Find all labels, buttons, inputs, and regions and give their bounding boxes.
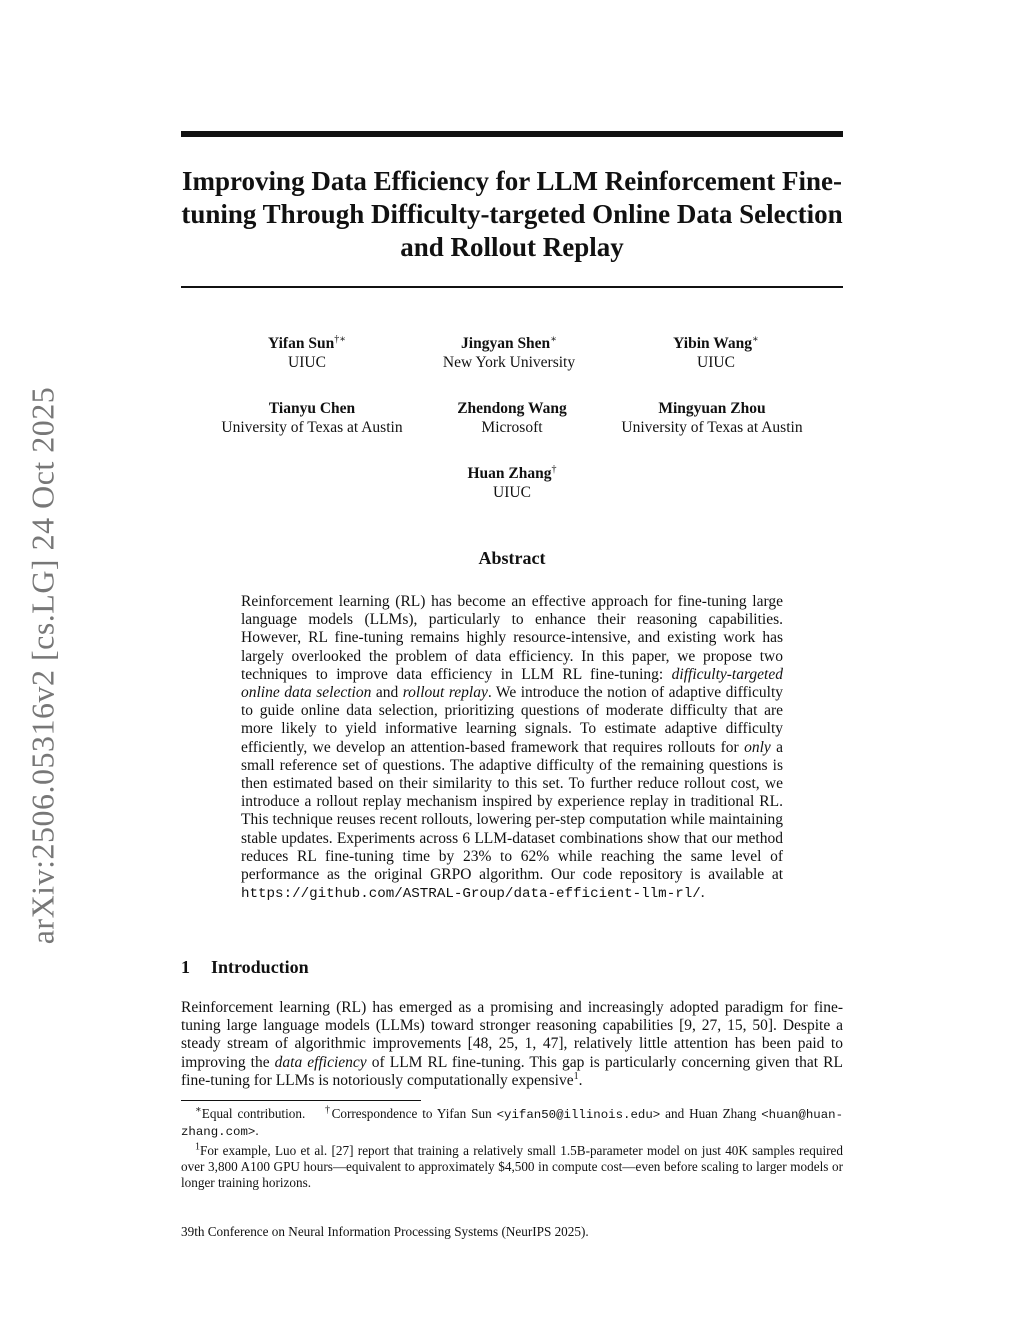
author-name: Yibin Wang∗ [673,333,759,352]
author-name: Huan Zhang† [467,463,557,482]
section-heading-introduction [181,957,309,978]
author-name: Mingyuan Zhou [658,400,766,417]
code-repository-link[interactable]: https://github.com/ASTRAL-Group/data-efficient-llm-rl/ [241,886,701,903]
author-affiliation: UIUC [288,354,326,371]
email-link[interactable]: <yifan50@illinois.edu> [496,1108,661,1122]
arxiv-sidebar-stamp [18,370,68,960]
venue-footer: 39th Conference on Neural Information Processing Systems (NeurIPS 2025). [181,1224,589,1239]
footnote-1: $^1$For example, Luo et al. [27] report that training a relatively small 1.5B-parameter model on just 40K samples required over 3,800 A100 GPU hours—equivalent to approximately $4,500 in compute cost—even before scaling to larger models or longer training horizons. [181,1141,843,1191]
author-affiliation: University of Texas at Austin [621,419,803,436]
author-affiliation: Microsoft [481,419,543,436]
introduction-body: Reinforcement learning (RL) has emerged as a promising and increasingly adopted paradigm for fine-tuning large language models (LLMs) toward stronger reasoning capabilities [9, 27, 15, 50]. Despite a steady stream of algorithmic improvements [48, 25, 1, 47], relatively little attention has been paid to improving the data efficiency of LLM RL fine-tuning. This gap is particularly concerning given that RL fine-tuning for LLMs is notoriously computationally expensive$^1$. [181,999,843,1089]
title-top-rule [181,131,843,137]
footnote-rule [181,1100,421,1101]
author-affiliation: UIUC [493,484,531,501]
email-link[interactable]: <huan@huan-zhang.com> [181,1108,844,1140]
title-bottom-rule [181,286,843,288]
paper-title: Improving Data Efficiency for LLM Reinforcement Fine-tuning Through Difficulty-targeted Online Data Selection and Rollout Replay [181,166,843,262]
author-block [592,399,832,437]
author-name: Zhendong Wang [457,400,567,417]
abstract-heading: Abstract [478,548,546,568]
section-number: 1 [181,957,190,977]
section-title: Introduction [211,957,309,977]
author-block [392,464,632,502]
footnote-equal-contribution: ∗Equal contribution. †Correspondence to Yifan Sun <yifan50@illinois.edu> and Huan Zhang <huan@huan-zhang.com>. [181,1104,844,1140]
abstract-body: Reinforcement learning (RL) has become an effective approach for fine-tuning large language models (LLMs), particularly to enhance their reasoning capabilities. However, RL fine-tuning remains highly resource-intensive, and existing work has largely overlooked the problem of data efficiency. In this paper, we propose two techniques to improve data efficiency in LLM RL fine-tuning: difficulty-targeted online data selection and rollout replay. We introduce the notion of adaptive difficulty to guide online data selection, prioritizing questions of moderate difficulty that are more likely to yield informative learning signals. To estimate adaptive difficulty efficiently, we develop an attention-based framework that requires rollouts for only a small reference set of questions. The adaptive difficulty of the remaining questions is then estimated based on their similarity to this set. To further reduce rollout cost, we introduce a rollout replay mechanism inspired by experience replay in traditional RL. This technique reuses recent rollouts, lowering per-step computation while maintaining stable updates. Experiments across 6 LLM-dataset combinations show that our method reduces RL fine-tuning time by 23% to 62% while reaching the same level of performance as the original GRPO algorithm. Our code repository is available at https://github.com/ASTRAL-Group/data-efficient-llm-rl/. [241,593,784,903]
footnote-marker[interactable]: 1 [573,1070,579,1082]
author-affiliation: University of Texas at Austin [221,419,403,436]
author-name: Yifan Sun†∗ [268,333,346,352]
author-name: Tianyu Chen [268,400,356,417]
author-block [389,334,629,372]
arxiv-id-label: arXiv:2506.05316v2 [cs.LG] 24 Oct 2025 [24,386,61,944]
author-block [596,334,836,372]
author-name: Jingyan Shen∗ [461,333,557,352]
author-affiliation: New York University [442,354,576,371]
footnotes [181,1106,843,1193]
author-affiliation: UIUC [697,354,735,371]
